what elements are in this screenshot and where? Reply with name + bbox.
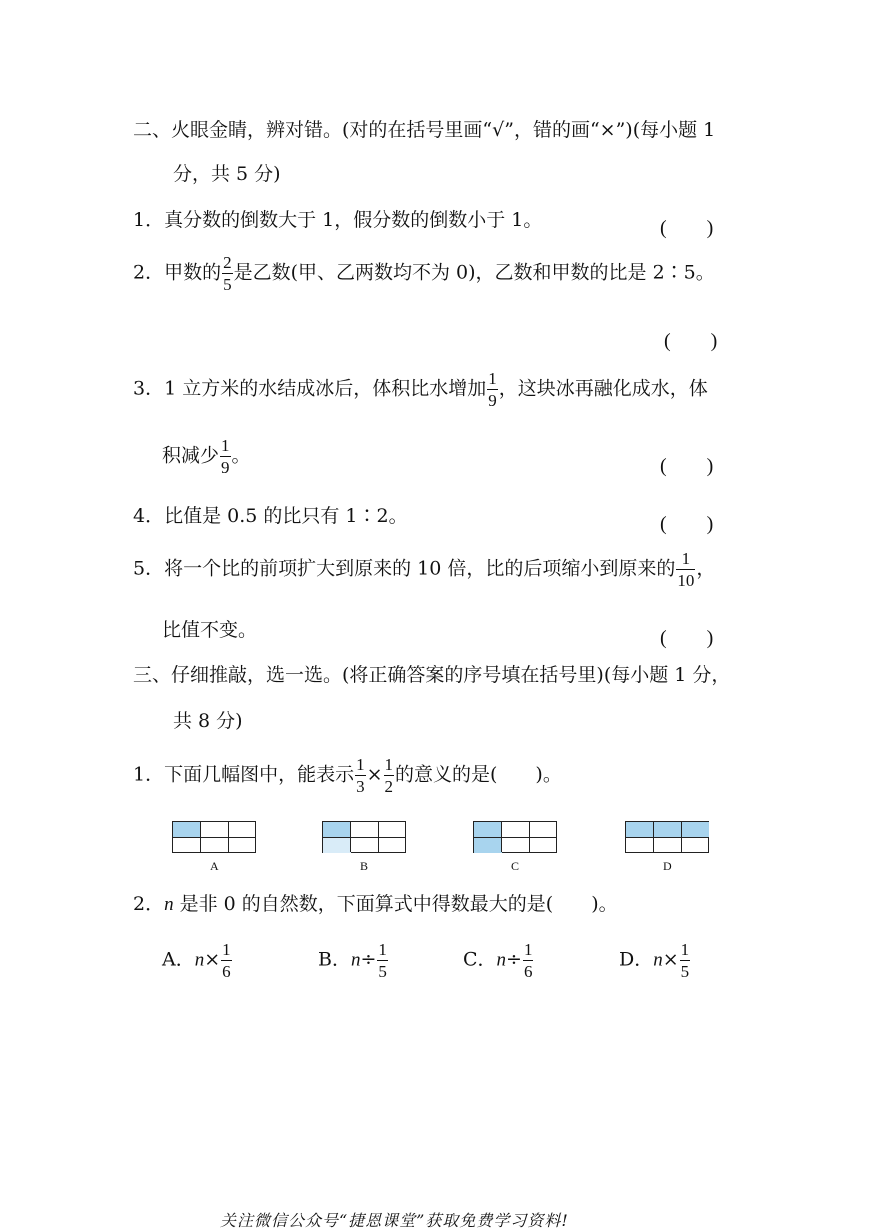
times-sign: × [366,763,383,786]
q2-3-answer-paren[interactable]: ( ) [660,455,714,477]
q2-5-line1 [133,550,715,589]
q3-2-option-c[interactable]: C．n÷ $\frac{1}{6}$ [463,940,533,981]
footer-promo-text: 关注微信公众号“捷恩课堂”获取免费学习资料! [220,1211,569,1230]
fraction: $\frac{1}{2}$ [384,755,394,796]
q2-2-pre: 2．甲数的 [133,261,222,284]
q2-4-answer-paren[interactable]: ( ) [660,513,714,535]
q3-2-post: 是非 0 的自然数，下面算式中得数最大的是( )。 [173,893,618,915]
fraction: $\frac{1}{9}$ [221,436,230,477]
q2-5-answer-paren[interactable]: ( ) [660,627,714,649]
q3-2-line [133,895,618,914]
q2-3-post: ，这块冰再融化成水，体 [498,377,708,400]
q3-1-pre: 1．下面几幅图中，能表示 [133,763,355,786]
q2-5-pre: 5．将一个比的前项扩大到原来的 10 倍，比的后项缩小到原来的 [133,557,676,580]
option-c-grid[interactable] [473,821,557,853]
q2-3-line2 [162,437,251,476]
q2-4-text: 4．比值是 0.5 的比只有 1∶2。 [133,505,408,527]
q2-5-line2: 比值不变。 [162,619,258,641]
section2-title-line2: 分，共 5 分) [173,163,281,185]
fraction: $\frac{1}{3}$ [356,755,365,796]
q3-2-option-a[interactable]: A．n× $\frac{1}{6}$ [162,940,231,981]
fraction: $\frac{1}{5}$ [378,940,387,981]
q2-2-line [133,254,715,293]
option-d-label: D [663,859,672,873]
q2-2-post: 是乙数(甲、乙两数均不为 0)，乙数和甲数的比是 2∶5。 [233,261,715,284]
option-d-grid[interactable] [625,821,709,853]
fraction: $\frac{1}{6}$ [222,940,231,981]
fraction: $\frac{1}{10}$ [677,549,695,590]
option-a-grid[interactable] [172,821,256,853]
option-a-label: A [210,859,219,873]
q2-5-post: ， [696,557,716,580]
fraction: $\frac{1}{5}$ [680,940,690,981]
option-b-label: B [360,859,369,873]
q2-3-line1 [133,370,708,409]
q3-2-option-d[interactable]: D．n× $\frac{1}{5}$ [619,940,690,981]
q3-2-option-b[interactable]: B．n÷ $\frac{1}{5}$ [318,940,387,981]
section2-title-line1: 二、火眼金睛，辨对错。(对的在括号里画“√”，错的画“×”)(每小题 1 [133,119,716,141]
option-c-label: C [511,859,520,873]
q2-1-text: 1．真分数的倒数大于 1，假分数的倒数小于 1。 [133,209,543,231]
q3-2-pre: 2． [133,893,165,915]
option-b-grid[interactable] [322,821,406,853]
q3-1-line [133,756,562,795]
q3-1-post: 的意义的是( )。 [395,763,562,786]
fraction: $\frac{1}{6}$ [523,940,533,981]
section3-title-line1: 三、仔细推敲，选一选。(将正确答案的序号填在括号里)(每小题 1 分， [133,664,731,686]
variable-n: n [164,894,174,915]
q2-3-line2-post: 。 [231,444,251,467]
q2-2-answer-paren[interactable]: ( ) [664,330,718,352]
q2-3-pre: 3．1 立方米的水结成冰后，体积比水增加 [133,377,487,400]
q2-1-answer-paren[interactable]: ( ) [660,217,714,239]
fraction: $\frac{1}{9}$ [488,369,497,410]
section3-title-line2: 共 8 分) [173,710,243,732]
q2-3-line2-pre: 积减少 [162,444,220,467]
fraction: $\frac{2}{5}$ [223,253,232,294]
